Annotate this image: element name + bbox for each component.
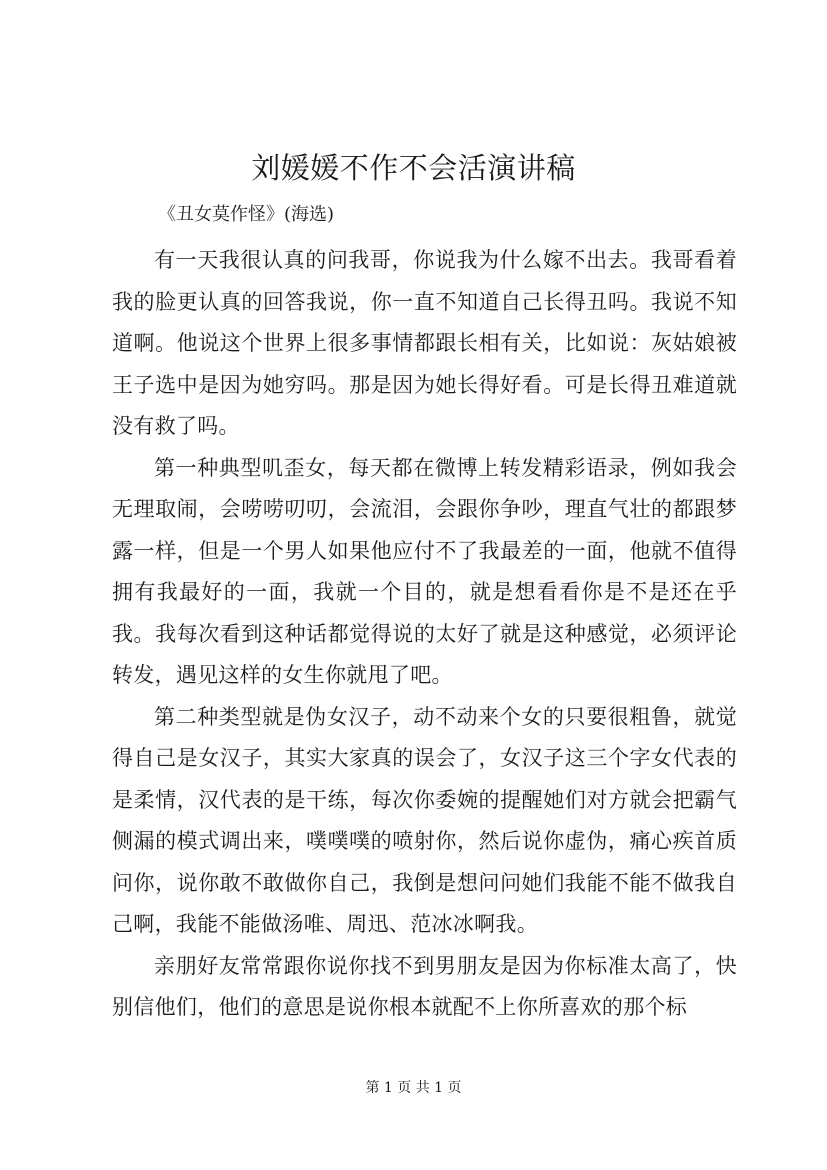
document-title: 刘媛媛不作不会活演讲稿 [251,151,576,185]
page-footer: 第 1 页 共 1 页 [365,1080,462,1096]
paragraph: 第一种典型叽歪女，每天都在微博上转发精彩语录，例如我会无理取闹，会唠唠叨叨，会流泪，会跟你争吵，理直气壮的都跟梦露一样，但是一个男人如果他应付不了我最差的一面，他就不值得拥有我最好的一面，我就一个目的，就是想看看你是不是还在乎我。我每次看到这种话都觉得说的太好了就是这种感觉，必须评论转发，遇见这样的女生你就甩了吧。 [112,455,737,687]
paragraph: 亲朋好友常常跟你说你找不到男朋友是因为你标准太高了，快别信他们，他们的意思是说你根本就配不上你所喜欢的那个标 [112,953,737,1019]
document-subtitle: 《丑女莫作怪》(海选) [158,204,335,225]
paragraph: 有一天我很认真的问我哥，你说我为什么嫁不出去。我哥看着我的脸更认真的回答我说，你一直不知道自己长得丑吗。我说不知道啊。他说这个世界上很多事情都跟长相有关，比如说：灰姑娘被王子选中是因为她穷吗。那是因为她长得好看。可是长得丑难道就没有救了吗。 [112,248,737,438]
paragraph: 第二种类型就是伪女汉子，动不动来个女的只要很粗鲁，就觉得自己是女汉子，其实大家真的误会了，女汉子这三个字女代表的是柔情，汉代表的是干练，每次你委婉的提醒她们对方就会把霸气侧漏的模式调出来，噗噗噗的喷射你，然后说你虚伪，痛心疾首质问你，说你敢不敢做你自己，我倒是想问问她们我能不能不做我自己啊，我能不能做汤唯、周迅、范冰冰啊我。 [112,704,737,936]
document-body [112,240,737,1029]
